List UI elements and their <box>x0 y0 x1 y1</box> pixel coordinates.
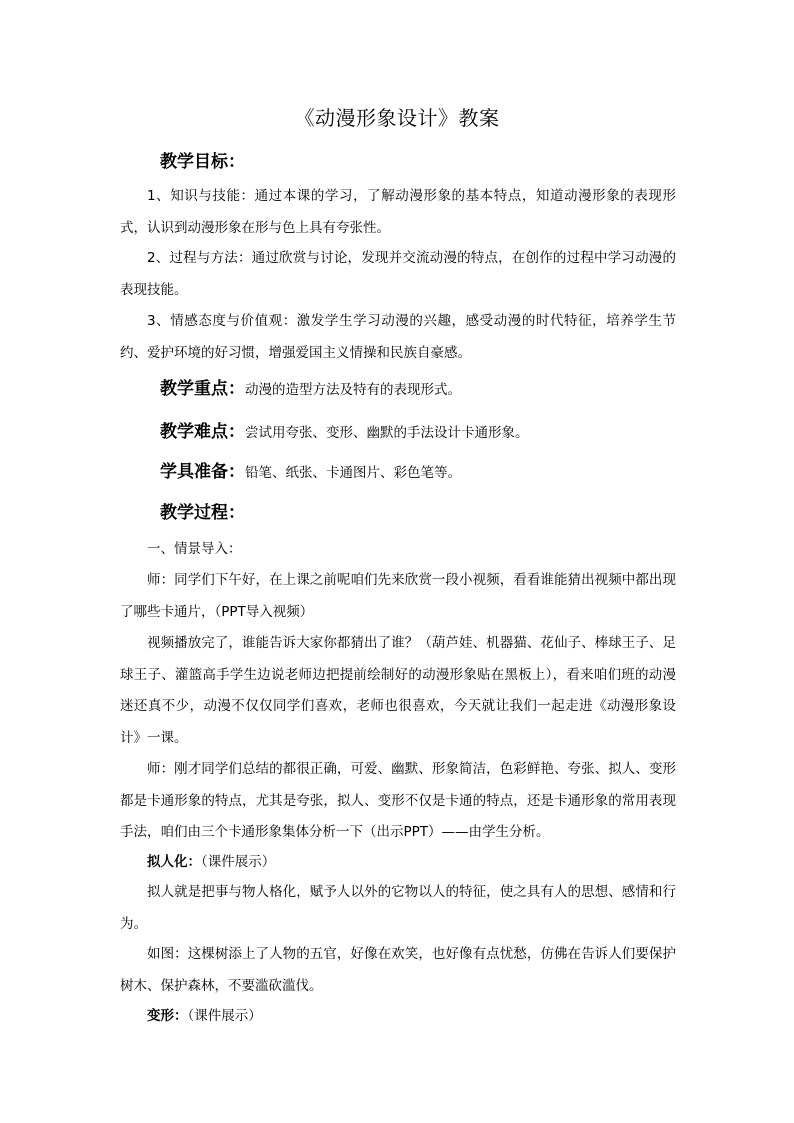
personification-row <box>147 850 275 874</box>
process-paragraph-3: 师：刚才同学们总结的都很正确，可爱、幽默、形象简洁，色彩鲜艳、夸张、拟人、变形都是卡通形象的特点，尤其是夸张，拟人、变形不仅是卡通的特点，还是卡通形象的常用表现手法，咱们由三个卡通形象集体分析一下（出示PPT）——由学生分析。 <box>120 761 676 840</box>
key-points-text: 动漫的造型方法及特有的表现形式。 <box>245 382 461 398</box>
deformation-label: 变形： <box>147 1008 188 1024</box>
personification-label: 拟人化： <box>147 854 201 870</box>
personification-paragraph-1: 拟人就是把事与物人格化，赋予人以外的它物以人的特征，使之具有人的思想、感情和行为。 <box>120 884 676 932</box>
difficulties-text: 尝试用夸张、变形、幽默的手法设计卡通形象。 <box>245 425 529 441</box>
process-intro-heading: 一、情景导入： <box>147 541 242 557</box>
objective-paragraph-1: 1、知识与技能：通过本课的学习，了解动漫形象的基本特点，知道动漫形象的表现形式，认识到动漫形象在形与色上具有夸张性。 <box>120 188 676 236</box>
objectives-heading: 教学目标： <box>160 152 245 172</box>
materials-label: 学具准备： <box>160 462 245 482</box>
key-points-label: 教学重点： <box>160 379 245 399</box>
process-heading: 教学过程： <box>160 503 245 523</box>
objective-paragraph-3: 3、情感态度与价值观：激发学生学习动漫的兴趣，感受动漫的时代特征，培养学生节约、爱护环境的好习惯，增强爱国主义情操和民族自豪感。 <box>120 313 676 361</box>
objective-paragraph-2: 2、过程与方法：通过欣赏与讨论，发现并交流动漫的特点，在创作的过程中学习动漫的表现技能。 <box>120 250 676 298</box>
process-paragraph-1: 师：同学们下午好，在上课之前呢咱们先来欣赏一段小视频，看看谁能猜出视频中都出现了哪些卡通片，（PPT导入视频） <box>120 572 676 620</box>
personification-paragraph-2: 如图：这棵树添上了人物的五官，好像在欢笑，也好像有点忧愁，仿佛在告诉人们要保护树木、保护森林，不要滥砍滥伐。 <box>120 946 676 994</box>
process-paragraph-2: 视频播放完了，谁能告诉大家你都猜出了谁？（葫芦娃、机器猫、花仙子、棒球王子、足球王子、灌篮高手学生边说老师边把提前绘制好的动漫形象贴在黑板上），看来咱们班的动漫迷还真不少，动漫不仅仅同学们喜欢，老师也很喜欢，今天就让我们一起走进《动漫形象设计》一课。 <box>120 635 676 746</box>
key-points-row <box>160 377 461 402</box>
materials-row <box>160 460 461 485</box>
deformation-row <box>147 1004 262 1028</box>
difficulties-row <box>160 420 529 445</box>
personification-note: （课件展示） <box>201 854 276 870</box>
difficulties-label: 教学难点： <box>160 422 245 442</box>
deformation-note: （课件展示） <box>187 1008 262 1024</box>
materials-text: 铅笔、纸张、卡通图片、彩色笔等。 <box>245 465 461 481</box>
document-title: 《动漫形象设计》教案 <box>294 106 500 130</box>
